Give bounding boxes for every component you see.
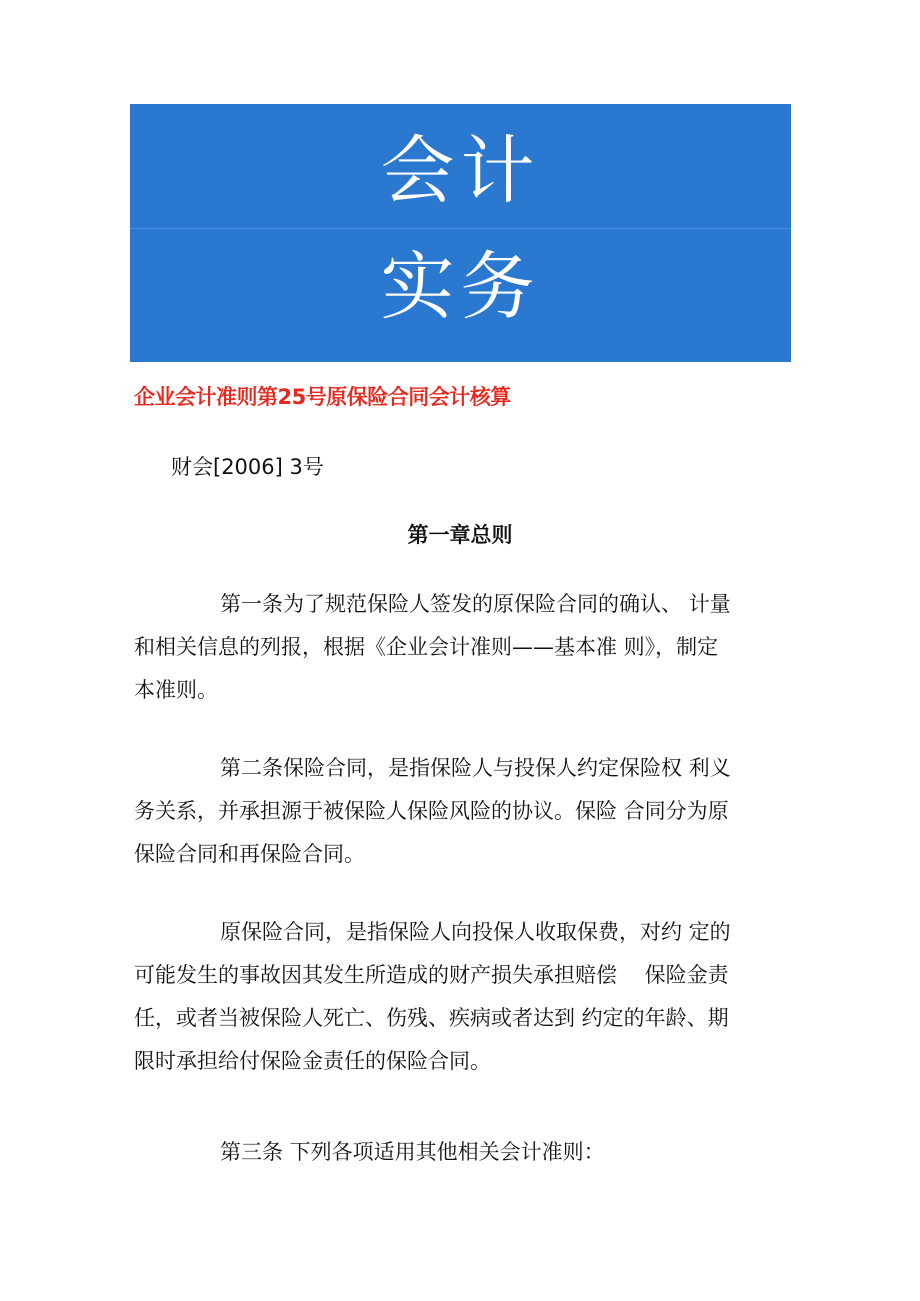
document-title: 企业会计准则第25号原保险合同会计核算 [134,385,511,409]
paragraph-line: 原保险合同，是指保险人向投保人收取保费，对约 定的 [220,920,731,944]
paragraph-line: 任，或者当被保险人死亡、伤残、疾病或者达到 约定的年龄、期 [134,1006,729,1030]
article-2-paragraph [134,747,789,876]
chapter-heading: 第一章总则 [407,523,513,547]
cover-banner [130,104,791,362]
paragraph-line: 限时承担给付保险金责任的保险合同。 [134,1049,491,1073]
paragraph-line: 保险合同和再保险合同。 [134,842,365,866]
paragraph-line: 第一条为了规范保险人签发的原保险合同的确认、 计量 [220,592,731,616]
banner-divider [130,228,791,229]
banner-title-line-1: 会计 [380,128,541,214]
paragraph-line: 和相关信息的列报，根据《企业会计准则——基本准 则》，制定 [134,635,719,659]
article-1-paragraph [134,583,789,712]
document-number: 财会[2006] 3号 [171,455,324,479]
paragraph-line: 可能发生的事故因其发生所造成的财产损失承担赔偿 保险金责 [134,963,729,987]
paragraph-line: 务关系，并承担源于被保险人保险风险的协议。保险 合同分为原 [134,799,729,823]
original-insurance-contract-paragraph [134,911,789,1083]
banner-title-line-2: 实务 [380,244,541,330]
paragraph-line: 第二条保险合同，是指保险人与投保人约定保险权 利义 [220,756,731,780]
article-3-paragraph [134,1131,789,1174]
paragraph-line: 第三条 下列各项适用其他相关会计准则： [220,1140,605,1164]
paragraph-line: 本准则。 [134,678,218,702]
